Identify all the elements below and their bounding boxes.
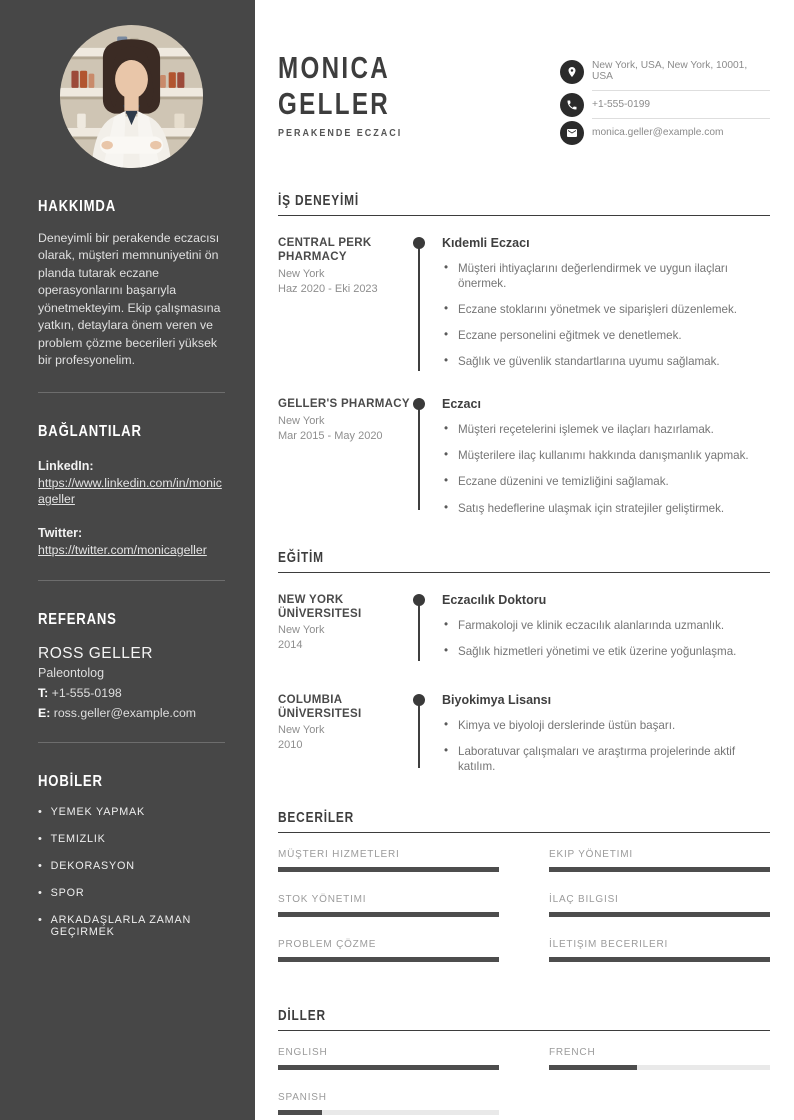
education-section (278, 550, 770, 778)
twitter-label: Twitter: (38, 525, 83, 540)
language-bar (549, 1065, 770, 1070)
reference-heading: REFERANS (38, 611, 117, 629)
language-label: SPANISH (278, 1091, 327, 1103)
education-entry (278, 593, 770, 693)
timeline (410, 236, 430, 369)
experience-bullet: • Eczane personelini eğitmek ve denetlemek. (442, 328, 770, 343)
sidebar (0, 0, 255, 1120)
linkedin-label: LinkedIn: (38, 458, 94, 473)
graduation-year: 2014 (278, 639, 303, 652)
skill-bar (278, 867, 499, 872)
language-item (549, 1047, 770, 1070)
timeline-dot (413, 594, 425, 606)
experience-section (278, 193, 770, 520)
skills-section (278, 810, 770, 962)
company-location: New York (278, 267, 325, 280)
location-icon (560, 60, 584, 84)
last-name: GELLER (278, 85, 391, 121)
experience-entry-meta (278, 236, 410, 369)
profile-photo (60, 25, 203, 168)
contact-row-email (560, 119, 770, 146)
languages-heading: DİLLER (278, 1008, 770, 1031)
experience-entry (278, 236, 770, 397)
school-location: New York (278, 624, 325, 637)
about-section (38, 198, 225, 216)
phone-icon (560, 93, 584, 117)
education-bullet: • Kimya ve biyoloji derslerinde üstün başarı. (442, 718, 770, 733)
experience-bullet: • Eczane stoklarını yönetmek ve siparişleri düzenlemek. (442, 302, 770, 317)
timeline-dot (413, 398, 425, 410)
skill-item (549, 894, 770, 917)
education-entry (278, 693, 770, 778)
languages-section (278, 1008, 770, 1115)
education-heading: EĞİTİM (278, 550, 770, 573)
contact-block (560, 52, 770, 146)
education-bullet: • Sağlık hizmetleri yönetimi ve etik üzerine yoğunlaşma. (442, 644, 770, 659)
reference-section (38, 611, 225, 629)
header (278, 0, 770, 193)
reference-phone: +1-555-0198 (51, 686, 122, 701)
skill-item (278, 894, 499, 917)
hobby-item (38, 860, 225, 872)
contact-location-text: New York, USA, New York, 10001, USA (592, 52, 770, 91)
hobby-label: • TEMIZLIK (50, 833, 106, 846)
timeline-dot (413, 237, 425, 249)
school-name: COLUMBIA ÜNİVERSITESI (278, 693, 362, 721)
timeline-dot (413, 694, 425, 706)
experience-bullet: • Satış hedeflerine ulaşmak için stratejiler geliştirmek. (442, 501, 770, 516)
education-bullet: • Farmakoloji ve klinik eczacılık alanlarında uzmanlık. (442, 618, 770, 633)
experience-bullet: • Müşterilere ilaç kullanımı hakkında danışmanlık yapmak. (442, 448, 770, 463)
sidebar-divider (38, 742, 225, 743)
experience-bullet: • Müşteri ihtiyaçlarını değerlendirmek ve uygun ilaçları önermek. (442, 261, 770, 291)
reference-phone-label: T: (38, 686, 49, 701)
language-bar (278, 1065, 499, 1070)
employment-dates: Mar 2015 - May 2020 (278, 429, 383, 442)
timeline (410, 397, 430, 515)
hobby-item (38, 914, 225, 938)
experience-bullet: • Sağlık ve güvenlik standartlarına uyumu sağlamak. (442, 354, 770, 369)
language-label: ENGLISH (278, 1046, 328, 1058)
timeline (410, 593, 430, 659)
hobby-label: • DEKORASYON (50, 860, 135, 873)
about-text: Deneyimli bir perakende eczacısı olarak, müşteri memnuniyetini ön planda tutarak eczane operasyonlarını başarıyla yönetmekteyim. Ekip çalışmasına yatkın, detaylara önem veren ve problem çözme becerileri yüksek bir profesyonelim. (38, 231, 221, 368)
education-bullet: • Laboratuvar çalışmaları ve araştırma projelerinde aktif katılım. (442, 744, 770, 774)
education-entry-meta (278, 693, 410, 774)
contact-email-text: monica.geller@example.com (592, 127, 724, 138)
timeline (410, 693, 430, 774)
degree-title: Biyokimya Lisansı (442, 692, 552, 707)
skill-label: MÜŞTERI HIZMETLERI (278, 848, 400, 860)
hobby-item (38, 833, 225, 845)
contact-row-location (560, 52, 770, 91)
first-name: MONICA (278, 50, 391, 85)
reference-phone-row (38, 686, 225, 700)
links-heading: BAĞLANTILAR (38, 422, 142, 440)
hobbies-section (38, 773, 225, 791)
experience-bullet: • Eczane düzenini ve temizliğini sağlamak. (442, 474, 770, 489)
reference-title: Paleontolog (38, 666, 105, 681)
links-section (38, 423, 225, 441)
twitter-link[interactable]: https://twitter.com/monicageller (38, 542, 207, 557)
skills-heading: BECERİLER (278, 810, 770, 833)
graduation-year: 2010 (278, 739, 303, 752)
reference-email-row (38, 706, 225, 720)
position-title: Kıdemli Eczacı (442, 236, 530, 250)
skill-item (549, 849, 770, 872)
reference-name: ROSS GELLER (38, 645, 153, 663)
experience-bullet: • Müşteri reçetelerini işlemek ve ilaçları hazırlamak. (442, 422, 770, 437)
sidebar-divider (38, 580, 225, 581)
company-name: CENTRAL PERK PHARMACY (278, 237, 372, 264)
linkedin-link[interactable]: https://www.linkedin.com/in/monicageller (38, 475, 222, 507)
main-column (278, 0, 770, 1115)
hobby-item (38, 887, 225, 899)
reference-email-label: E: (38, 706, 51, 721)
contact-row-phone (560, 91, 770, 119)
hobby-label: • YEMEK YAPMAK (50, 806, 146, 819)
contact-phone-text: +1-555-0199 (592, 91, 770, 119)
language-label: FRENCH (549, 1046, 596, 1058)
experience-heading: İŞ DENEYİMİ (278, 193, 770, 216)
hobbies-heading: HOBİLER (38, 773, 103, 791)
skill-label: STOK YÖNETIMI (278, 893, 367, 905)
skill-item (278, 849, 499, 872)
school-name: NEW YORK ÜNİVERSITESI (278, 593, 362, 620)
skill-bar (278, 912, 499, 917)
hobby-label: • SPOR (50, 887, 85, 900)
email-icon (560, 121, 584, 145)
sidebar-divider (38, 392, 225, 393)
employment-dates: Haz 2020 - Eki 2023 (278, 282, 378, 295)
hobby-item (38, 806, 225, 818)
skill-bar (549, 867, 770, 872)
position-title: Eczacı (442, 397, 481, 412)
skill-bar (549, 957, 770, 962)
education-entry-meta (278, 593, 410, 659)
skill-item (549, 939, 770, 962)
skill-label: İLETIŞIM BECERILERI (549, 938, 669, 950)
company-location: New York (278, 414, 325, 427)
skill-label: PROBLEM ÇÖZME (278, 938, 377, 950)
skill-label: EKIP YÖNETIMI (549, 848, 633, 860)
pharmacist-portrait-illustration (60, 25, 203, 168)
language-item (278, 1047, 499, 1070)
hobby-label: • ARKADAŞLARLA ZAMAN GEÇIRMEK (50, 914, 192, 939)
skill-item (278, 939, 499, 962)
skill-bar (278, 957, 499, 962)
reference-email: ross.geller@example.com (53, 706, 197, 721)
school-location: New York (278, 724, 325, 737)
language-item (278, 1092, 499, 1115)
degree-title: Eczacılık Doktoru (442, 592, 547, 607)
job-title: PERAKENDE ECZACI (278, 127, 403, 139)
experience-entry (278, 397, 770, 519)
about-heading: HAKKIMDA (38, 198, 116, 215)
experience-entry-meta (278, 397, 410, 515)
skill-label: İLAÇ BILGISI (549, 893, 619, 905)
skill-bar (549, 912, 770, 917)
company-name: GELLER'S PHARMACY (278, 398, 410, 411)
language-bar (278, 1110, 499, 1115)
